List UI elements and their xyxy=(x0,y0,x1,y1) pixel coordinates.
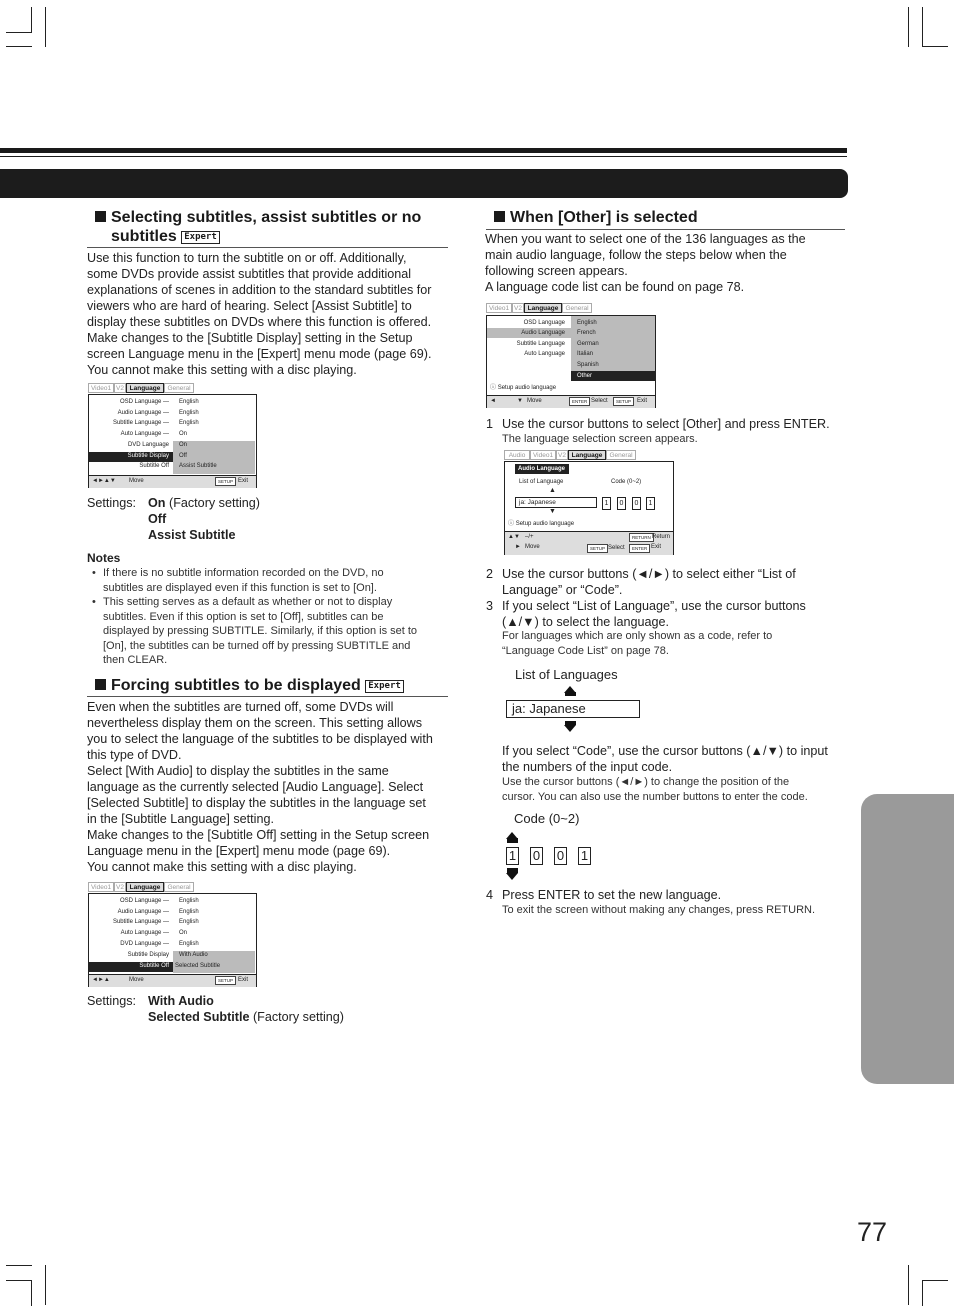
heading-square-icon xyxy=(494,211,505,222)
menu-row: Auto Language — xyxy=(120,930,169,936)
tab-general: General xyxy=(164,383,194,393)
heading-square-icon xyxy=(95,679,106,690)
tab-general: General xyxy=(562,303,592,313)
text-line: Use this function to turn the subtitle on or off. Additionally, xyxy=(87,251,407,265)
crop-mark xyxy=(6,32,32,33)
header-rule xyxy=(0,148,847,153)
col-code: Code (0~2) xyxy=(611,479,642,485)
menu-row: Subtitle Off xyxy=(139,963,169,969)
down-arrow-icon xyxy=(506,873,518,880)
cursor-arrows-icon: ◄►▲ xyxy=(92,977,110,983)
crop-mark xyxy=(922,7,923,47)
section-rule xyxy=(87,247,448,248)
side-tab xyxy=(861,794,954,1084)
option: Other xyxy=(577,373,593,379)
expert-badge: Expert xyxy=(365,680,404,693)
menu-row: OSD Language — xyxy=(119,898,169,904)
crop-mark xyxy=(908,1265,909,1305)
text-line: some DVDs provide assist subtitles that provide additional xyxy=(87,267,412,281)
crop-mark xyxy=(45,1265,46,1305)
expert-badge: Expert xyxy=(181,231,220,244)
crop-mark xyxy=(6,1265,32,1266)
menu-row: Subtitle Display xyxy=(127,952,169,958)
text-line: language as the currently selected [Audio Language]. Select xyxy=(87,780,424,794)
text-line: Make changes to the [Subtitle Display] setting in the Setup xyxy=(87,331,413,345)
info-line: ⓘ Setup audio language xyxy=(490,385,557,391)
text-line: following screen appears. xyxy=(485,264,628,278)
menu-value: English xyxy=(179,420,199,426)
up-arrow-stem xyxy=(565,692,576,696)
step-2: Use the cursor buttons (◄/►) to select either “List of Language” or “Code”. xyxy=(502,567,796,597)
return-key: RETURN xyxy=(629,533,654,542)
setup-key: SETUP xyxy=(587,544,608,553)
note-item: • This setting serves as a default as whether or not to display subtitles. Even if this option is set to [Off], subtitles can be displayed by pressing SUBTITLE. Similarly, if this option is set to [On], the subtitles can be turned off by pressing SUBTITLE and then CLEAR. xyxy=(92,596,418,666)
text-line: screen Language menu in the [Expert] menu mode (page 69). xyxy=(87,347,432,361)
settings-label: Settings: xyxy=(87,994,137,1008)
setup-screen-subtitle-off xyxy=(88,882,257,986)
code-digit: 1 xyxy=(506,847,519,865)
option: Italian xyxy=(577,351,594,357)
text-line: Even when the subtitles are turned off, some DVDs will xyxy=(87,700,394,714)
tab-video1: Video1 xyxy=(486,303,512,313)
menu-value: On xyxy=(179,431,188,437)
tab-language: Language xyxy=(126,882,164,892)
menu-row: Audio Language — xyxy=(117,909,169,915)
notes-heading: Notes xyxy=(87,551,121,565)
screen-body xyxy=(88,893,257,987)
footer-exit: Exit xyxy=(238,478,249,484)
tab-language: Language xyxy=(524,303,562,313)
tab-video1: Video1 xyxy=(530,450,556,460)
section-title-subtitles: Selecting subtitles, assist subtitles or no xyxy=(95,208,421,227)
menu-value: English xyxy=(179,941,199,947)
down-arrow-icon: ▼ xyxy=(549,508,556,515)
down-arrow-icon: ▼ xyxy=(517,398,523,404)
screen-header-label: Audio Language xyxy=(518,466,565,472)
tab-video1: Video1 xyxy=(88,383,114,393)
up-arrow-icon: ▲ xyxy=(549,487,556,494)
step-number: 1 xyxy=(486,417,494,431)
setup-screen-audio-language xyxy=(486,303,656,407)
crop-mark xyxy=(6,1280,32,1281)
info-line: ⓘ Setup audio language xyxy=(508,521,575,527)
text-line: nevertheless display them on the screen. This setting allows xyxy=(87,716,423,730)
step-3: If you select “List of Language”, use the cursor buttons (▲/▼) to select the language. xyxy=(502,599,806,629)
text-line: display these subtitles on DVDs where this function is offered. xyxy=(87,315,432,329)
step-1-sub: The language selection screen appears. xyxy=(502,433,698,445)
tab-language: Language xyxy=(568,450,606,460)
step-number: 3 xyxy=(486,599,494,613)
text-line: You cannot make this setting with a disc playing. xyxy=(87,860,357,874)
text-line: you to select the language of the subtitles to be displayed with xyxy=(87,732,433,746)
menu-row: Auto Language — xyxy=(120,431,169,437)
crop-mark xyxy=(31,7,32,33)
step-number: 4 xyxy=(486,888,494,902)
screen-footer xyxy=(89,475,256,488)
info-icon: ⓘ xyxy=(508,521,515,527)
menu-value: English xyxy=(179,898,199,904)
setup-screen-subtitle-display xyxy=(88,383,257,487)
menu-row: Subtitle Display xyxy=(127,453,169,459)
text-line: viewers who are hard of hearing. Select [Assist Subtitle] to xyxy=(87,299,412,313)
screen-body xyxy=(88,394,257,488)
footer-move: Move xyxy=(129,478,144,484)
code-digit: 0 xyxy=(617,497,626,510)
heading-square-icon xyxy=(95,211,106,222)
footer-exit: Exit xyxy=(637,398,648,404)
left-arrow-icon: ◄ xyxy=(490,398,496,404)
option: Spanish xyxy=(577,362,599,368)
sec3-body xyxy=(485,231,845,295)
cursor-arrows-icon: ◄►▲▼ xyxy=(92,478,116,484)
language-selection-screen xyxy=(504,450,674,554)
menu-row: Auto Language xyxy=(524,351,565,357)
page-number: 77 xyxy=(857,1217,888,1247)
menu-value: English xyxy=(179,919,199,925)
up-arrow-stem xyxy=(507,838,518,843)
setting-with-audio: With Audio xyxy=(148,994,214,1008)
menu-value: With Audio xyxy=(179,952,208,958)
section-rule xyxy=(87,696,448,697)
step-3-sub: For languages which are only shown as a code, refer to “Language Code List” on page 78. xyxy=(502,630,773,657)
crop-mark xyxy=(922,1280,948,1281)
menu-row: Subtitle Off xyxy=(139,463,169,469)
code-digit: 0 xyxy=(530,847,543,865)
settings-label: Settings: xyxy=(87,496,137,510)
text-line: explanations of scenes in addition to the standard subtitles for xyxy=(87,283,432,297)
option: German xyxy=(577,341,599,347)
text-line: Language menu in the [Expert] menu mode (page 69). xyxy=(87,844,391,858)
menu-row: Subtitle Language — xyxy=(112,420,169,426)
menu-row: Audio Language xyxy=(521,330,565,336)
text-line: in the [Subtitle Language] setting. xyxy=(87,812,274,826)
menu-value: English xyxy=(179,410,199,416)
code-digit: 0 xyxy=(632,497,641,510)
list-of-languages-label: List of Languages xyxy=(515,667,618,682)
footer-select: Select xyxy=(591,398,608,404)
note-item: • If there is no subtitle information recorded on the DVD, no subtitles are displayed even if this function is set to [On]. xyxy=(92,567,384,594)
setting-selected-subtitle: Selected Subtitle (Factory setting) xyxy=(148,1010,344,1024)
info-icon: ⓘ xyxy=(490,385,497,391)
menu-row: DVD Language xyxy=(127,442,169,448)
crop-mark xyxy=(31,1280,32,1306)
code-sub: Use the cursor buttons (◄/►) to change the position of the cursor. You can also use the number buttons to enter the code. xyxy=(502,776,808,803)
menu-row: Subtitle Language xyxy=(516,341,565,347)
code-label: Code (0~2) xyxy=(514,811,580,826)
tab-audio: Audio xyxy=(504,450,530,460)
tab-video1: Video1 xyxy=(88,882,114,892)
text-line: You cannot make this setting with a disc playing. xyxy=(87,363,357,377)
menu-value: Selected Subtitle xyxy=(175,963,221,969)
crop-mark xyxy=(908,7,909,47)
section-title-forcing: Forcing subtitles to be displayed Expert xyxy=(95,676,404,695)
tab-v2: V2 xyxy=(114,882,126,892)
setup-key: SETUP xyxy=(215,976,236,985)
crop-mark xyxy=(922,1280,923,1306)
tab-general: General xyxy=(606,450,636,460)
crop-mark xyxy=(45,7,46,47)
menu-row: OSD Language — xyxy=(119,399,169,405)
tab-v2: V2 xyxy=(114,383,126,393)
language-list-field: ja: Japanese xyxy=(506,700,640,718)
tab-language: Language xyxy=(126,383,164,393)
footer-move: Move xyxy=(525,544,540,550)
menu-value: English xyxy=(179,909,199,915)
step-4-sub: To exit the screen without making any changes, press RETURN. xyxy=(502,904,816,916)
step-number: 2 xyxy=(486,567,494,581)
bullet: • xyxy=(92,596,96,608)
code-digit: 1 xyxy=(646,497,655,510)
down-arrow-icon xyxy=(564,725,576,732)
code-paragraph: If you select “Code”, use the cursor buttons (▲/▼) to input the numbers of the input code. xyxy=(502,744,828,774)
setup-key: SETUP xyxy=(613,397,634,406)
footer-move: Move xyxy=(527,398,542,404)
setting-on: On (Factory setting) xyxy=(148,496,260,510)
text-line: main audio language, follow the steps below when the xyxy=(485,248,787,262)
header-bar xyxy=(0,169,848,198)
screen-footer xyxy=(487,395,655,408)
text-line: Select [With Audio] to display the subtitles in the same xyxy=(87,764,389,778)
menu-value: Off xyxy=(179,453,187,459)
setting-assist: Assist Subtitle xyxy=(148,528,236,542)
screen-body xyxy=(486,315,656,408)
step-1: Use the cursor buttons to select [Other] and press ENTER. xyxy=(502,417,830,431)
screen-footer xyxy=(89,974,256,987)
menu-row: Audio Language — xyxy=(117,410,169,416)
footer-move: Move xyxy=(129,977,144,983)
text-line: A language code list can be found on page 78. xyxy=(485,280,745,294)
text-line: Make changes to the [Subtitle Off] setting in the Setup screen xyxy=(87,828,430,842)
option: English xyxy=(577,320,597,326)
menu-row: DVD Language — xyxy=(120,941,169,947)
footer-keys: –/+ xyxy=(525,534,534,540)
code-digit: 1 xyxy=(602,497,611,510)
option: French xyxy=(577,330,596,336)
tab-v2: V2 xyxy=(556,450,568,460)
crop-mark xyxy=(6,46,32,47)
menu-row: Subtitle Language — xyxy=(112,919,169,925)
section-rule xyxy=(486,229,845,230)
footer-return: Return xyxy=(652,534,671,540)
bullet: • xyxy=(92,567,96,579)
sec2-body xyxy=(87,699,452,875)
sec1-body xyxy=(87,250,452,378)
text-line: When you want to select one of the 136 languages as the xyxy=(485,232,806,246)
tab-v2: V2 xyxy=(512,303,524,313)
step-4: Press ENTER to set the new language. xyxy=(502,888,722,902)
code-digit: 0 xyxy=(554,847,567,865)
section-title-subtitles-2: subtitles Expert xyxy=(111,227,220,246)
crop-mark xyxy=(922,46,948,47)
language-field: ja: Japanese xyxy=(515,497,597,508)
enter-key: ENTER xyxy=(569,397,590,406)
col-list: List of Language xyxy=(519,479,564,485)
menu-row: OSD Language xyxy=(523,320,565,326)
menu-value: English xyxy=(179,399,199,405)
menu-value: On xyxy=(179,930,188,936)
tab-general: General xyxy=(164,882,194,892)
text-line: [Selected Subtitle] to display the subtitles in the language set xyxy=(87,796,426,810)
screen-footer xyxy=(505,531,673,555)
setting-off: Off xyxy=(148,512,167,526)
menu-value: On xyxy=(179,442,188,448)
right-arrow-icon: ► xyxy=(515,544,521,550)
code-digit: 1 xyxy=(578,847,591,865)
footer-select: Select xyxy=(608,545,625,551)
screen-body xyxy=(504,461,674,555)
header-rule-thin xyxy=(0,156,847,157)
footer-exit: Exit xyxy=(238,977,249,983)
enter-key: ENTER xyxy=(629,544,650,553)
updown-arrows-icon: ▲▼ xyxy=(508,534,520,540)
section-title-other: When [Other] is selected xyxy=(494,208,698,227)
text-line: this type of DVD. xyxy=(87,748,182,762)
footer-exit: Exit xyxy=(651,544,662,550)
setup-key: SETUP xyxy=(215,477,236,486)
menu-value: Assist Subtitle xyxy=(179,463,217,469)
